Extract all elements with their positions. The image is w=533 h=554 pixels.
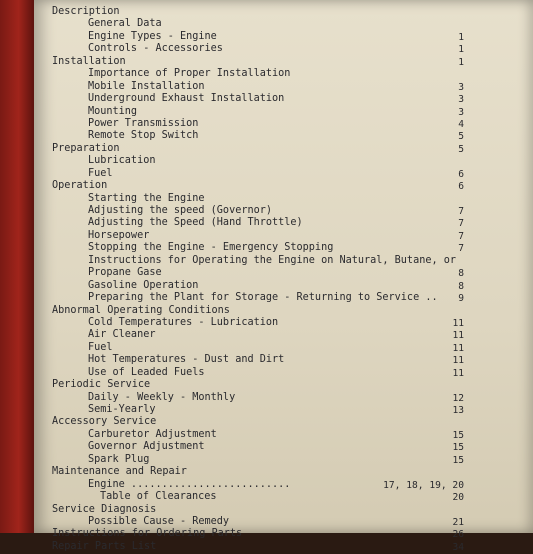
document-page: [34, 0, 533, 553]
toc-entry: [52, 81, 464, 93]
toc-entry-page: 11: [452, 367, 464, 379]
toc-entry: [52, 305, 464, 317]
toc-entry-page: 13: [452, 405, 464, 417]
toc-entry-page: 8: [458, 280, 464, 292]
toc-entry-page: 6: [458, 181, 464, 193]
toc-entry: [52, 93, 464, 105]
toc-entry-label: Fuel: [88, 341, 113, 353]
toc-entry-label: Semi-Yearly: [88, 404, 156, 416]
toc-entry-label: Installation: [52, 55, 126, 67]
toc-entry: [52, 528, 464, 540]
toc-entry-label: Hot Temperatures - Dust and Dirt: [88, 354, 285, 366]
toc-entry: [52, 143, 464, 155]
toc-entry: [52, 454, 464, 466]
toc-entry-page: 15: [452, 454, 464, 466]
toc-entry: [52, 516, 464, 528]
toc-entry-label: Power Transmission: [88, 117, 199, 129]
toc-entry-label: Description: [52, 6, 120, 17]
toc-entry-page: 11: [452, 317, 464, 329]
toc-entry-label: Starting the Engine: [88, 192, 205, 204]
toc-entry: [52, 155, 464, 167]
toc-entry: [52, 292, 464, 304]
toc-entry: [52, 280, 464, 292]
toc-entry-label: Instructions for Operating the Engine on Natural, Butane, or Propane Gase: [88, 254, 457, 279]
toc-entry-page: 7: [458, 230, 464, 242]
toc-entry-label: General Data: [88, 18, 162, 30]
toc-entry-label: Maintenance and Repair: [52, 466, 187, 478]
toc-entry-page: 7: [458, 218, 464, 230]
table-of-contents: [52, 6, 464, 553]
toc-entry-page: 5: [458, 143, 464, 155]
toc-entry-label: Mobile Installation: [88, 80, 205, 92]
toc-entry-page: 3: [458, 106, 464, 118]
toc-entry: [52, 68, 464, 80]
toc-entry-label: Remote Stop Switch: [88, 130, 199, 142]
toc-entry: [52, 416, 464, 428]
toc-entry-label: Preparation: [52, 142, 120, 154]
toc-entry: [52, 242, 464, 254]
toc-entry: [52, 466, 464, 478]
toc-entry-page: 20: [452, 492, 464, 504]
toc-entry-page: 11: [452, 355, 464, 367]
toc-entry: [52, 217, 464, 229]
toc-entry-page: 1: [458, 56, 464, 68]
toc-entry-label: Repair Parts List: [52, 540, 157, 552]
toc-entry-label: Carburetor Adjustment: [88, 428, 217, 440]
toc-entry: [52, 504, 464, 516]
toc-entry: [52, 18, 464, 30]
toc-entry: [52, 342, 464, 354]
toc-entry: [52, 118, 464, 130]
toc-entry: [52, 479, 464, 491]
toc-entry-page: 6: [458, 168, 464, 180]
toc-entry-label: Governor Adjustment: [88, 441, 205, 453]
toc-entry-label: Spark Plug: [88, 453, 150, 465]
toc-entry-label: Periodic Service: [52, 379, 151, 391]
toc-entry-page: 17, 18, 19, 20: [383, 479, 464, 491]
toc-entry-label: Importance of Proper Installation: [88, 68, 291, 80]
toc-entry-page: 1: [458, 44, 464, 56]
toc-entry: [52, 329, 464, 341]
toc-entry: [52, 6, 464, 18]
toc-entry-label: Underground Exhaust Installation: [88, 93, 285, 105]
toc-entry-page: 12: [452, 392, 464, 404]
toc-entry: [52, 56, 464, 68]
toc-entry-label: Possible Cause - Remedy: [88, 515, 230, 527]
toc-entry-page: 9: [458, 293, 464, 305]
toc-entry-page: 15: [452, 429, 464, 441]
toc-entry-label: Air Cleaner: [88, 329, 156, 341]
toc-entry-page: 7: [458, 243, 464, 255]
toc-entry-label: Operation: [52, 180, 108, 192]
toc-entry-label: Accessory Service: [52, 416, 157, 428]
toc-entry: [52, 255, 464, 280]
toc-entry: [52, 43, 464, 55]
toc-entry: [52, 317, 464, 329]
toc-entry-label: Controls - Accessories: [88, 43, 223, 55]
toc-entry-page: 1: [458, 31, 464, 43]
toc-entry: [52, 168, 464, 180]
toc-entry: [52, 354, 464, 366]
toc-entry: [52, 230, 464, 242]
toc-entry-label: Fuel: [88, 167, 113, 179]
toc-entry-label: Daily - Weekly - Monthly: [88, 391, 236, 403]
toc-entry-page: 4: [458, 118, 464, 130]
toc-entry-page: 21: [452, 516, 464, 528]
toc-entry: [52, 193, 464, 205]
toc-entry-label: Stopping the Engine - Emergency Stopping: [88, 242, 334, 254]
toc-entry: [52, 404, 464, 416]
red-binding-edge: [0, 0, 34, 533]
toc-entry: [52, 379, 464, 391]
toc-entry-label: Gasoline Operation: [88, 279, 199, 291]
toc-entry-label: Engine Types - Engine: [88, 30, 217, 42]
toc-entry: [52, 205, 464, 217]
toc-entry-label: Service Diagnosis: [52, 503, 157, 515]
toc-entry-page: 5: [458, 131, 464, 143]
toc-entry: [52, 441, 464, 453]
toc-entry-page: 11: [452, 342, 464, 354]
toc-entry-page: 15: [452, 442, 464, 454]
toc-entry-label: Adjusting the Speed (Hand Throttle): [88, 217, 303, 229]
toc-entry: [52, 180, 464, 192]
toc-entry: [52, 491, 464, 503]
toc-entry: [52, 106, 464, 118]
toc-entry-label: Preparing the Plant for Storage - Returning to Service ..: [88, 292, 438, 304]
toc-entry: [52, 429, 464, 441]
toc-entry-label: Table of Clearances: [100, 491, 217, 503]
toc-entry-page: 3: [458, 81, 464, 93]
toc-entry: [52, 31, 464, 43]
toc-entry-label: Instructions for Ordering Parts: [52, 528, 243, 540]
toc-entry: [52, 392, 464, 404]
toc-entry-label: Horsepower: [88, 229, 150, 241]
toc-entry-page: 8: [458, 267, 464, 279]
toc-entry: [52, 541, 464, 553]
toc-entry-page: 3: [458, 94, 464, 106]
toc-entry: [52, 367, 464, 379]
toc-entry-page: 11: [452, 330, 464, 342]
toc-entry-label: Adjusting the speed (Governor): [88, 205, 273, 216]
toc-entry-label: Abnormal Operating Conditions: [52, 304, 230, 316]
toc-entry-label: Use of Leaded Fuels: [88, 366, 205, 378]
toc-entry: [52, 130, 464, 142]
toc-entry-label: Cold Temperatures - Lubrication: [88, 316, 279, 328]
toc-entry-label: Engine ..........................: [88, 478, 291, 490]
toc-entry-label: Lubrication: [88, 155, 156, 167]
toc-entry-page: 7: [458, 206, 464, 217]
toc-entry-page: 26: [452, 529, 464, 541]
toc-entry-label: Mounting: [88, 105, 138, 117]
toc-entry-page: 34: [452, 541, 464, 553]
